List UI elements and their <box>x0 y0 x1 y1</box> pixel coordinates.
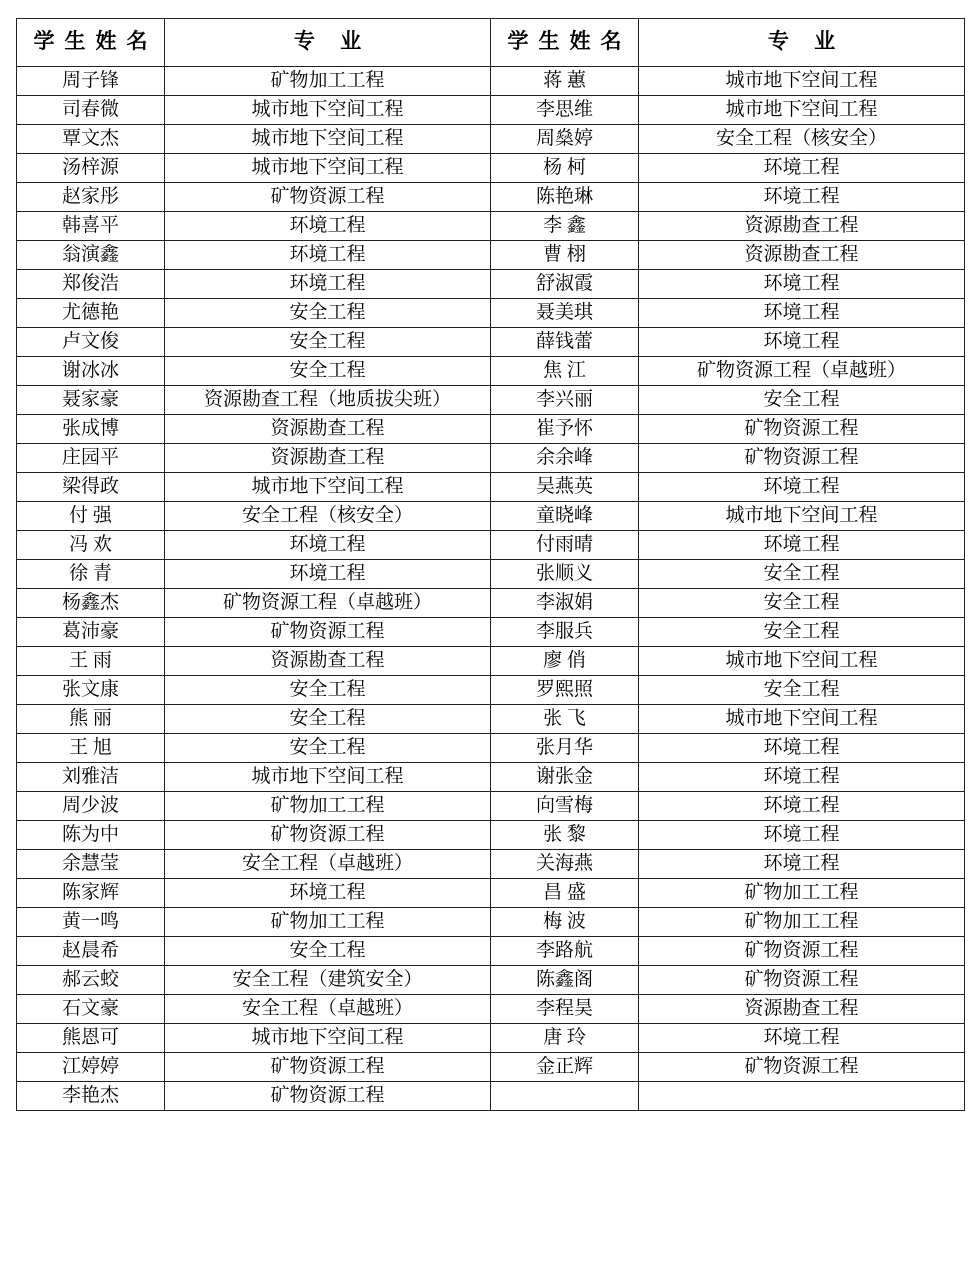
table-cell-student-name: 黄一鸣 <box>17 908 165 937</box>
table-cell-major: 矿物资源工程 <box>639 1053 965 1082</box>
table-row <box>17 1024 965 1053</box>
table-row <box>17 473 965 502</box>
table-cell-major: 城市地下空间工程 <box>639 705 965 734</box>
student-major-table <box>16 18 965 1111</box>
table-cell-major: 矿物资源工程 <box>165 1082 491 1111</box>
table-cell-student-name: 葛沛豪 <box>17 618 165 647</box>
table-cell-student-name: 赵家彤 <box>17 183 165 212</box>
table-cell-major: 安全工程 <box>165 734 491 763</box>
table-cell-major: 矿物资源工程 <box>165 618 491 647</box>
table-cell-major: 安全工程（卓越班） <box>165 995 491 1024</box>
table-cell-major: 城市地下空间工程 <box>165 154 491 183</box>
table-row <box>17 154 965 183</box>
table-cell-student-name: 卢文俊 <box>17 328 165 357</box>
table-row <box>17 792 965 821</box>
table-cell-student-name: 余余峰 <box>491 444 639 473</box>
table-cell-major: 环境工程 <box>639 734 965 763</box>
table-row <box>17 589 965 618</box>
column-header-student-name-1 <box>17 19 165 67</box>
table-row <box>17 1082 965 1111</box>
table-cell-major: 矿物资源工程 <box>639 966 965 995</box>
table-cell-major: 安全工程 <box>165 937 491 966</box>
table-cell-major: 资源勘查工程 <box>639 995 965 1024</box>
table-cell-student-name: 尤德艳 <box>17 299 165 328</box>
table-cell-student-name: 司春微 <box>17 96 165 125</box>
table-cell-student-name: 杨鑫杰 <box>17 589 165 618</box>
table-cell-major: 矿物资源工程 <box>165 821 491 850</box>
table-cell-student-name: 童晓峰 <box>491 502 639 531</box>
table-row <box>17 270 965 299</box>
table-cell-major: 城市地下空间工程 <box>639 502 965 531</box>
table-cell-student-name: 徐 青 <box>17 560 165 589</box>
table-cell-major: 城市地下空间工程 <box>639 647 965 676</box>
table-row <box>17 966 965 995</box>
column-header-student-name-2 <box>491 19 639 67</box>
table-cell-major: 矿物加工工程 <box>639 908 965 937</box>
table-row <box>17 850 965 879</box>
table-cell-student-name: 王 旭 <box>17 734 165 763</box>
table-row <box>17 560 965 589</box>
table-cell-major: 矿物资源工程 <box>639 444 965 473</box>
table-cell-student-name: 蒋 蕙 <box>491 67 639 96</box>
table-cell-student-name: 昌 盛 <box>491 879 639 908</box>
table-cell-major: 城市地下空间工程 <box>165 1024 491 1053</box>
table-row <box>17 995 965 1024</box>
table-cell-student-name: 曹 栩 <box>491 241 639 270</box>
table-cell-student-name: 李思维 <box>491 96 639 125</box>
table-row <box>17 937 965 966</box>
table-cell-student-name: 刘雅洁 <box>17 763 165 792</box>
table-cell-empty <box>491 1082 639 1111</box>
table-cell-major: 城市地下空间工程 <box>639 96 965 125</box>
table-cell-student-name: 李兴丽 <box>491 386 639 415</box>
table-cell-major: 安全工程 <box>165 299 491 328</box>
column-header-label: 专 业 <box>767 29 846 53</box>
table-cell-empty <box>639 1082 965 1111</box>
table-cell-student-name: 张 黎 <box>491 821 639 850</box>
table-row <box>17 1053 965 1082</box>
table-cell-major: 矿物加工工程 <box>165 67 491 96</box>
table-cell-major: 环境工程 <box>639 270 965 299</box>
table-cell-student-name: 李服兵 <box>491 618 639 647</box>
table-cell-major: 城市地下空间工程 <box>165 473 491 502</box>
table-cell-major: 矿物资源工程（卓越班） <box>639 357 965 386</box>
table-cell-major: 矿物加工工程 <box>165 908 491 937</box>
table-cell-student-name: 熊 丽 <box>17 705 165 734</box>
table-cell-major: 资源勘查工程 <box>165 444 491 473</box>
table-row <box>17 908 965 937</box>
table-row <box>17 386 965 415</box>
table-cell-student-name: 付 强 <box>17 502 165 531</box>
table-cell-major: 环境工程 <box>639 183 965 212</box>
table-cell-major: 安全工程 <box>165 705 491 734</box>
table-cell-major: 环境工程 <box>165 879 491 908</box>
table-row <box>17 183 965 212</box>
table-row <box>17 531 965 560</box>
table-cell-major: 安全工程 <box>639 676 965 705</box>
table-row <box>17 502 965 531</box>
table-cell-student-name: 罗熙照 <box>491 676 639 705</box>
table-cell-student-name: 李程昊 <box>491 995 639 1024</box>
table-cell-major: 城市地下空间工程 <box>165 125 491 154</box>
table-cell-major: 矿物加工工程 <box>639 879 965 908</box>
table-cell-major: 环境工程 <box>639 154 965 183</box>
table-cell-major: 环境工程 <box>639 821 965 850</box>
table-cell-student-name: 余慧莹 <box>17 850 165 879</box>
table-cell-student-name: 庄园平 <box>17 444 165 473</box>
table-cell-major: 环境工程 <box>639 531 965 560</box>
table-cell-student-name: 聂家豪 <box>17 386 165 415</box>
table-cell-student-name: 唐 玲 <box>491 1024 639 1053</box>
table-row <box>17 763 965 792</box>
table-cell-major: 安全工程（建筑安全） <box>165 966 491 995</box>
table-row <box>17 647 965 676</box>
table-cell-student-name: 石文豪 <box>17 995 165 1024</box>
table-cell-major: 资源勘查工程 <box>165 415 491 444</box>
table-cell-student-name: 金正辉 <box>491 1053 639 1082</box>
table-cell-major: 资源勘查工程 <box>165 647 491 676</box>
table-cell-major: 城市地下空间工程 <box>639 67 965 96</box>
table-cell-major: 矿物加工工程 <box>165 792 491 821</box>
table-cell-major: 环境工程 <box>165 212 491 241</box>
table-cell-student-name: 吴燕英 <box>491 473 639 502</box>
table-cell-student-name: 张文康 <box>17 676 165 705</box>
table-cell-student-name: 覃文杰 <box>17 125 165 154</box>
table-cell-student-name: 关海燕 <box>491 850 639 879</box>
table-cell-student-name: 焦 江 <box>491 357 639 386</box>
table-cell-major: 环境工程 <box>165 531 491 560</box>
column-header-major-1 <box>165 19 491 67</box>
table-cell-student-name: 张 飞 <box>491 705 639 734</box>
table-cell-student-name: 翁演鑫 <box>17 241 165 270</box>
table-cell-major: 环境工程 <box>639 473 965 502</box>
table-cell-student-name: 李 鑫 <box>491 212 639 241</box>
table-cell-major: 城市地下空间工程 <box>165 96 491 125</box>
table-row <box>17 241 965 270</box>
table-cell-student-name: 陈家辉 <box>17 879 165 908</box>
table-cell-student-name: 郝云蛟 <box>17 966 165 995</box>
table-cell-major: 安全工程 <box>165 357 491 386</box>
table-cell-student-name: 冯 欢 <box>17 531 165 560</box>
table-cell-student-name: 陈艳琳 <box>491 183 639 212</box>
column-header-label: 学生姓名 <box>33 29 158 53</box>
table-cell-major: 资源勘查工程（地质拔尖班） <box>165 386 491 415</box>
column-header-label: 专 业 <box>293 29 372 53</box>
table-cell-major: 城市地下空间工程 <box>165 763 491 792</box>
table-cell-student-name: 韩喜平 <box>17 212 165 241</box>
table-cell-student-name: 张成博 <box>17 415 165 444</box>
table-row <box>17 96 965 125</box>
table-cell-major: 安全工程（核安全） <box>165 502 491 531</box>
table-cell-student-name: 付雨晴 <box>491 531 639 560</box>
table-cell-major: 环境工程 <box>165 241 491 270</box>
table-cell-major: 环境工程 <box>639 299 965 328</box>
column-header-label: 学生姓名 <box>507 29 632 53</box>
table-cell-student-name: 聂美琪 <box>491 299 639 328</box>
table-row <box>17 357 965 386</box>
table-cell-student-name: 梅 波 <box>491 908 639 937</box>
table-cell-student-name: 周燊婷 <box>491 125 639 154</box>
table-cell-major: 环境工程 <box>165 560 491 589</box>
table-cell-student-name: 向雪梅 <box>491 792 639 821</box>
table-cell-student-name: 熊恩可 <box>17 1024 165 1053</box>
table-header <box>17 19 965 67</box>
table-cell-student-name: 薛钱蕾 <box>491 328 639 357</box>
table-cell-major: 安全工程 <box>165 676 491 705</box>
table-row <box>17 705 965 734</box>
table-row <box>17 212 965 241</box>
table-cell-student-name: 王 雨 <box>17 647 165 676</box>
table-row <box>17 676 965 705</box>
table-row <box>17 125 965 154</box>
table-cell-major: 矿物资源工程 <box>165 183 491 212</box>
table-cell-student-name: 江婷婷 <box>17 1053 165 1082</box>
table-cell-major: 环境工程 <box>639 763 965 792</box>
table-cell-major: 环境工程 <box>639 850 965 879</box>
table-cell-student-name: 谢张金 <box>491 763 639 792</box>
table-row <box>17 67 965 96</box>
table-header-row <box>17 19 965 67</box>
table-row <box>17 734 965 763</box>
table-row <box>17 299 965 328</box>
table-cell-major: 矿物资源工程 <box>639 937 965 966</box>
table-cell-student-name: 陈鑫阁 <box>491 966 639 995</box>
column-header-major-2 <box>639 19 965 67</box>
table-cell-student-name: 舒淑霞 <box>491 270 639 299</box>
table-cell-major: 环境工程 <box>165 270 491 299</box>
table-body <box>17 67 965 1111</box>
table-cell-student-name: 梁得政 <box>17 473 165 502</box>
table-row <box>17 618 965 647</box>
table-row <box>17 328 965 357</box>
table-cell-student-name: 廖 俏 <box>491 647 639 676</box>
table-cell-student-name: 李艳杰 <box>17 1082 165 1111</box>
table-cell-major: 环境工程 <box>639 1024 965 1053</box>
table-cell-major: 资源勘查工程 <box>639 241 965 270</box>
table-cell-major: 安全工程 <box>165 328 491 357</box>
table-cell-major: 安全工程（卓越班） <box>165 850 491 879</box>
table-cell-major: 安全工程 <box>639 618 965 647</box>
table-cell-student-name: 汤梓源 <box>17 154 165 183</box>
table-cell-student-name: 张月华 <box>491 734 639 763</box>
table-cell-student-name: 崔予怀 <box>491 415 639 444</box>
table-row <box>17 415 965 444</box>
table-cell-student-name: 谢冰冰 <box>17 357 165 386</box>
table-cell-student-name: 陈为中 <box>17 821 165 850</box>
table-cell-major: 安全工程 <box>639 386 965 415</box>
table-row <box>17 879 965 908</box>
table-cell-student-name: 李路航 <box>491 937 639 966</box>
table-cell-major: 环境工程 <box>639 792 965 821</box>
table-cell-student-name: 郑俊浩 <box>17 270 165 299</box>
table-cell-major: 资源勘查工程 <box>639 212 965 241</box>
table-cell-student-name: 赵晨希 <box>17 937 165 966</box>
table-row <box>17 444 965 473</box>
table-cell-major: 矿物资源工程 <box>165 1053 491 1082</box>
table-cell-major: 安全工程 <box>639 560 965 589</box>
table-cell-student-name: 周子锋 <box>17 67 165 96</box>
table-cell-major: 安全工程 <box>639 589 965 618</box>
table-cell-major: 矿物资源工程（卓越班） <box>165 589 491 618</box>
table-cell-student-name: 李淑娟 <box>491 589 639 618</box>
table-cell-major: 安全工程（核安全） <box>639 125 965 154</box>
table-cell-student-name: 张顺义 <box>491 560 639 589</box>
table-cell-major: 矿物资源工程 <box>639 415 965 444</box>
table-cell-major: 环境工程 <box>639 328 965 357</box>
table-cell-student-name: 周少波 <box>17 792 165 821</box>
table-row <box>17 821 965 850</box>
table-cell-student-name: 杨 柯 <box>491 154 639 183</box>
